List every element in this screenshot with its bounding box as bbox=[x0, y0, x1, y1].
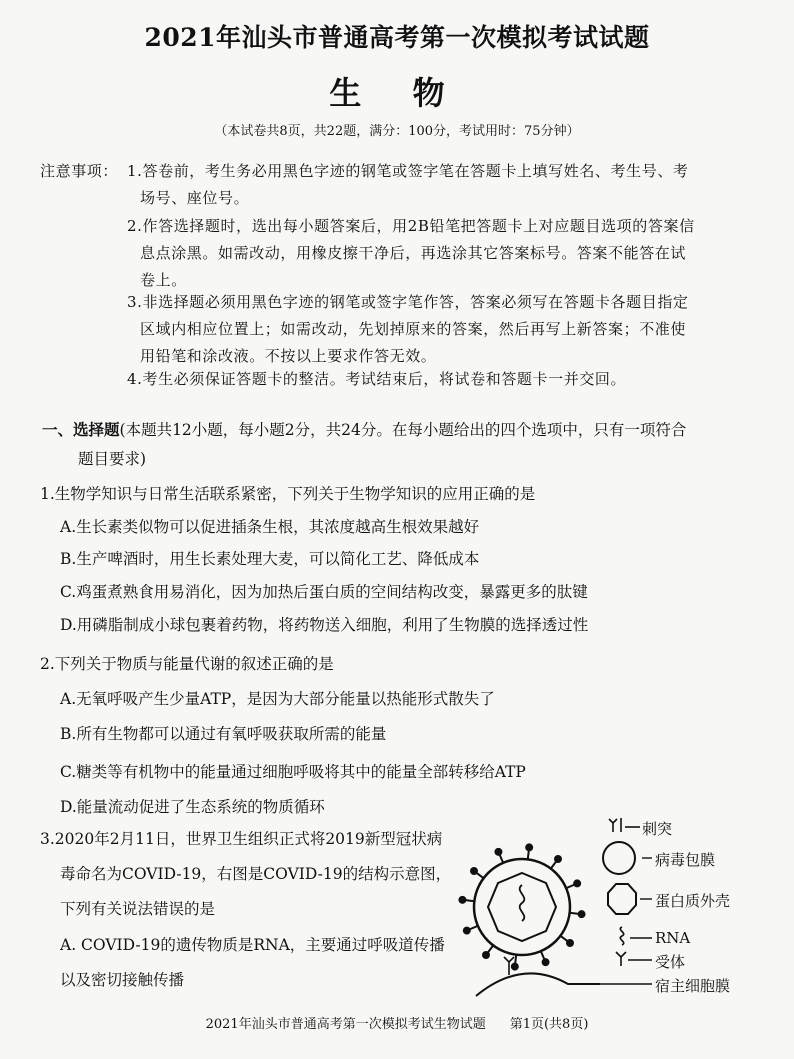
note-line: 2.作答选择题时，选出每小题答案后，用2B铅笔把答题卡上对应题目选项的答案信 bbox=[127, 217, 695, 235]
question-1-stem: 1.生物学知识与日常生活联系紧密，下列关于生物学知识的应用正确的是 bbox=[40, 485, 536, 503]
question-3-option-a-cont: 以及密切接触传播 bbox=[60, 971, 185, 989]
question-3-stem-cont: 下列有关说法错误的是 bbox=[60, 900, 216, 918]
virus-spike-head bbox=[555, 856, 561, 862]
virus-spike bbox=[515, 955, 516, 964]
virus-spike-head bbox=[579, 911, 585, 917]
virus-spike bbox=[488, 945, 493, 952]
label-envelope: 病毒包膜 bbox=[655, 851, 716, 869]
section-description: (本题共12小题，每小题2分，共24分。在每小题给出的四个选项中，只有一项符合 bbox=[119, 421, 687, 439]
note-line: 4.考生必须保证答题卡的整洁。考试结束后，将试卷和答题卡一并交回。 bbox=[127, 370, 627, 388]
question-1-option-c: C.鸡蛋煮熟食用易消化，因为加热后蛋白质的空间结构改变，暴露更多的肽键 bbox=[60, 583, 588, 601]
exam-title: 2021年汕头市普通高考第一次模拟考试试题 bbox=[144, 23, 650, 52]
virus-spike-head bbox=[512, 964, 518, 970]
legend-capsid-symbol bbox=[608, 884, 636, 914]
question-2-stem: 2.下列关于物质与能量代谢的叙述正确的是 bbox=[40, 655, 334, 673]
note-line: 1.答卷前，考生务必用黑色字迹的钢笔或签字笔在答题卡上填写姓名、考生号、考 bbox=[127, 162, 689, 180]
virus-spike-head bbox=[459, 897, 465, 903]
label-spike: 刺突 bbox=[642, 820, 673, 838]
label-rna: RNA bbox=[655, 929, 691, 947]
exam-info: （本试卷共8页，共22题，满分：100分，考试用时：75分钟） bbox=[214, 124, 580, 139]
virus-spike-head bbox=[464, 928, 470, 934]
virus-spike-head bbox=[526, 844, 532, 850]
virus-spike-head bbox=[471, 868, 477, 874]
label-receptor: 受体 bbox=[655, 953, 686, 971]
legend-spike-symbol bbox=[609, 818, 640, 832]
virus-spike-head bbox=[483, 952, 489, 958]
question-1-option-d: D.用磷脂制成小球包裹着药物，将药物送入细胞，利用了生物膜的选择透过性 bbox=[60, 616, 589, 634]
question-3-stem: 3.2020年2月11日，世界卫生组织正式将2019新型冠状病 bbox=[40, 830, 443, 848]
question-1-option-b: B.生产啤酒时，用生长素处理大麦，可以简化工艺、降低成本 bbox=[60, 550, 480, 568]
virus-spike-head bbox=[567, 940, 573, 946]
virus-spike-head bbox=[495, 849, 501, 855]
virus-spike bbox=[551, 861, 556, 868]
note-line: 区域内相应位置上；如需改动，先划掉原来的答案，然后再写上新答案；不准使 bbox=[140, 320, 687, 338]
legend-receptor-symbol bbox=[616, 952, 652, 966]
note-line: 场号、座位号。 bbox=[140, 189, 250, 207]
virus-rna bbox=[520, 885, 525, 921]
question-2-option-d: D.能量流动促进了生态系统的物质循环 bbox=[60, 798, 325, 816]
host-cell-membrane bbox=[476, 973, 600, 996]
subject-title: 生 物 bbox=[329, 74, 465, 112]
virus-spike bbox=[560, 936, 567, 941]
virus-spike bbox=[528, 850, 529, 859]
notes-label: 注意事项： bbox=[40, 162, 119, 180]
virus-spike bbox=[541, 951, 545, 959]
page-footer bbox=[0, 1013, 794, 1032]
label-host-membrane: 宿主细胞膜 bbox=[655, 977, 731, 995]
label-capsid: 蛋白质外壳 bbox=[655, 892, 731, 910]
section-heading: 一、选择题 bbox=[42, 420, 120, 439]
virus-spike bbox=[465, 900, 474, 901]
virus-spike bbox=[566, 885, 574, 889]
question-3-stem-cont: 毒命名为COVID-19，右图是COVID-19的结构示意图， bbox=[60, 865, 452, 883]
note-line: 用铅笔和涂改液。不按以上要求作答无效。 bbox=[140, 347, 437, 365]
virus-spike-head bbox=[574, 880, 580, 886]
footer-title: 2021年汕头市普通高考第一次模拟考试生物试题 bbox=[205, 1017, 486, 1032]
legend-rna-symbol bbox=[620, 927, 623, 945]
question-2-option-a: A.无氧呼吸产生少量ATP，是因为大部分能量以热能形式散失了 bbox=[60, 690, 495, 708]
note-line: 3.非选择题必须用黑色字迹的钢笔或签字笔作答，答案必须写在答题卡各题目指定 bbox=[127, 293, 689, 311]
note-line: 息点涂黑。如需改动，用橡皮擦干净后，再选涂其它答案标号。答案不能答在试 bbox=[140, 244, 687, 262]
legend-envelope-symbol bbox=[603, 842, 635, 874]
virus-spike bbox=[570, 913, 579, 914]
question-1-option-a: A.生长素类似物可以促进插条生根，其浓度越高生根效果越好 bbox=[60, 518, 480, 536]
note-line: 卷上。 bbox=[140, 271, 187, 289]
section-description-cont: 题目要求) bbox=[78, 450, 147, 468]
question-3-option-a: A. COVID-19的遗传物质是RNA，主要通过呼吸道传播 bbox=[60, 936, 445, 954]
virus-spike-head bbox=[543, 959, 549, 965]
virus-spike bbox=[500, 855, 504, 863]
question-2-option-b: B.所有生物都可以通过有氧呼吸获取所需的能量 bbox=[60, 725, 387, 743]
virus-capsid bbox=[488, 873, 556, 941]
question-2-option-c: C.糖类等有机物中的能量通过细胞呼吸将其中的能量全部转移给ATP bbox=[60, 763, 526, 781]
virus-spike bbox=[470, 926, 478, 930]
virus-particle bbox=[459, 844, 584, 969]
virus-spike bbox=[476, 873, 483, 878]
footer-page-number: 第1页(共8页) bbox=[509, 1017, 589, 1032]
